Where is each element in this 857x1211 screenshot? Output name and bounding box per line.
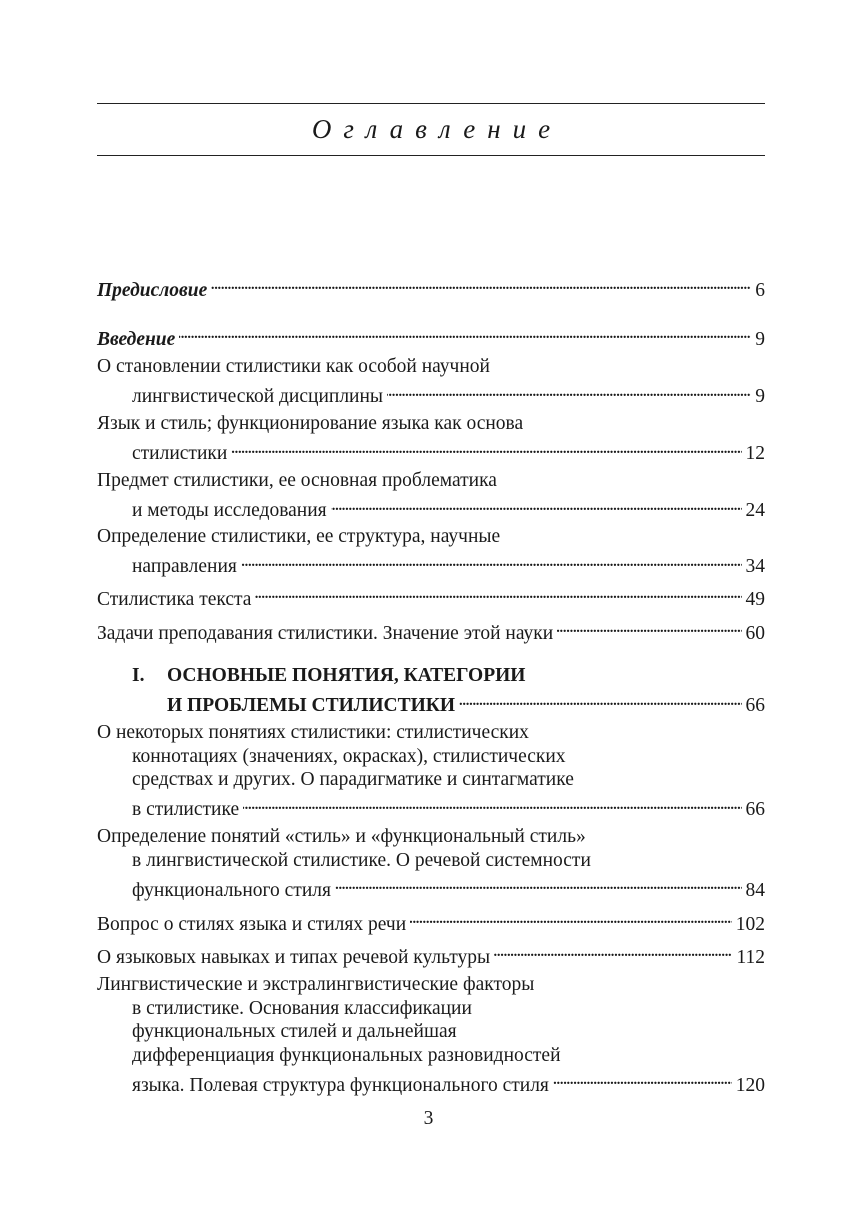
leader-dots [494, 939, 732, 963]
toc-page-number: 34 [745, 556, 765, 577]
toc-page-number: 24 [745, 500, 765, 521]
toc-entry-line: Лингвистические и экстралингвистические факторы [97, 974, 535, 995]
toc-entry-line: функциональных стилей и дальнейшая [132, 1021, 457, 1042]
section-number: I. [132, 665, 145, 686]
toc-entry[interactable] [97, 939, 765, 968]
toc-section-1[interactable] [97, 664, 765, 716]
toc-entry[interactable] [97, 615, 765, 644]
toc-page-number: 66 [745, 799, 765, 820]
toc-entry-line: Определение стилистики, ее структура, научные [97, 526, 501, 547]
toc-entry-preface[interactable] [97, 272, 765, 301]
leader-dots [557, 615, 741, 639]
toc-entry[interactable] [97, 355, 765, 407]
toc-entry[interactable] [97, 973, 765, 1096]
toc-entry-line: О становлении стилистики как особой научной [97, 356, 490, 377]
toc-page-number: 49 [745, 588, 765, 610]
toc-entry-line: дифференциация функциональных разновидностей [132, 1044, 561, 1066]
toc-page-number: 102 [735, 913, 765, 935]
toc-entry-line: в стилистике [132, 799, 240, 820]
section-title-line: ОСНОВНЫЕ ПОНЯТИЯ, КАТЕГОРИИ [167, 665, 526, 686]
toc-entry-intro[interactable] [97, 321, 765, 350]
toc-entry-title: О языковых навыках и типах речевой культуры [97, 946, 491, 968]
toc-entry[interactable] [97, 581, 765, 610]
toc-entry[interactable] [97, 906, 765, 935]
toc-page-number: 9 [755, 386, 765, 407]
toc-entry-line: Определение понятий «стиль» и «функциональный стиль» [97, 826, 586, 847]
toc-entry[interactable] [97, 412, 765, 464]
leader-dots [255, 581, 741, 605]
toc-entry-title: Стилистика текста [97, 588, 252, 610]
toc-page-number: 112 [736, 946, 765, 968]
page-title: Оглавление [311, 114, 563, 144]
toc-entry-line: языка. Полевая структура функционального стиля [132, 1074, 549, 1096]
toc-page-number: 84 [745, 879, 765, 901]
leader-dots [387, 379, 751, 403]
leader-dots [179, 321, 751, 345]
toc-entry-line: лингвистической дисциплины [132, 386, 384, 407]
leader-dots [243, 792, 741, 816]
toc-entry-line: и методы исследования [132, 500, 327, 521]
leader-dots [553, 1067, 732, 1091]
toc-entry-line: Язык и стиль; функционирование языка как основа [97, 413, 524, 434]
toc-entry-title: Вопрос о стилях языка и стилях речи [97, 913, 407, 935]
toc-entry-title: Задачи преподавания стилистики. Значение этой науки [97, 622, 554, 644]
section-title-line: И ПРОБЛЕМЫ СТИЛИСТИКИ [167, 695, 456, 716]
toc-entry-line: функционального стиля [132, 879, 331, 901]
toc-page-number: 9 [755, 328, 765, 350]
page-number: 3 [423, 1108, 434, 1129]
leader-dots [231, 436, 741, 460]
toc-page-number: 66 [745, 695, 765, 716]
leader-dots [211, 272, 751, 296]
toc-entry-title: Введение [97, 328, 176, 350]
leader-dots [241, 549, 742, 573]
toc-entry[interactable] [97, 825, 765, 901]
toc-entry-title: Предисловие [97, 279, 208, 301]
leader-dots [459, 688, 741, 712]
toc-entry[interactable] [97, 525, 765, 577]
leader-dots [331, 493, 742, 517]
leader-dots [335, 872, 742, 896]
toc-entry-line: Предмет стилистики, ее основная проблематика [97, 470, 497, 491]
toc-entry[interactable] [97, 469, 765, 521]
toc-entry-line: в лингвистической стилистике. О речевой системности [132, 849, 591, 871]
toc-entry-line: в стилистике. Основания классификации [132, 997, 472, 1019]
toc-entry[interactable] [97, 721, 765, 820]
toc-entry-line: О некоторых понятиях стилистики: стилистических [97, 722, 529, 743]
toc-page-number: 12 [745, 443, 765, 464]
toc-page-number: 6 [755, 279, 765, 301]
leader-dots [410, 906, 732, 930]
header-bottom-rule [97, 155, 765, 156]
toc-entry-line: стилистики [132, 443, 228, 464]
toc-entry-line: направления [132, 556, 237, 577]
toc-entry-line: коннотациях (значениях, окрасках), стилистических [132, 745, 566, 767]
toc-page-number: 120 [735, 1074, 765, 1096]
header-top-rule [97, 103, 765, 104]
toc-page-number: 60 [745, 622, 765, 644]
toc-entry-line: средствах и других. О парадигматике и синтагматике [132, 769, 574, 790]
